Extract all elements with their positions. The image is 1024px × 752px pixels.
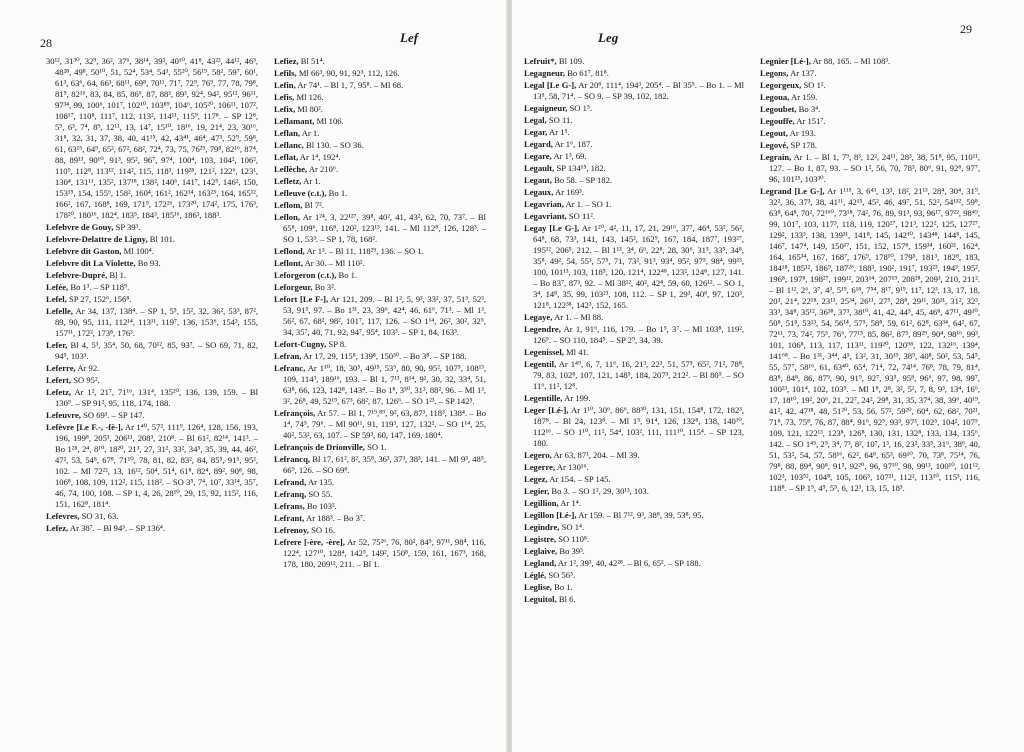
entry-references: SO 11². [566, 211, 596, 221]
entry-references: Ar 34, 137, 138⁴. – SP 1, 5⁵, 15², 32, 36², 53³, 87², 89, 90, 95, 111, 112¹⁴, 113¹¹, 119⁷, 136, 153⁶, 154³, 155, 157¹¹, 172², 173⁸, 176³. [55, 306, 258, 338]
entry-headword: Lefrançois de Drionville, [274, 442, 365, 452]
entry-references: Ar 30. – Ml 110². [302, 258, 365, 268]
right-columns [524, 56, 980, 606]
entry-references: Ar 1. – Ml 88. [552, 312, 604, 322]
entry-headword: Leflond, [274, 246, 305, 256]
entry-references: Ar 1¹⁰, 18, 30⁵, 49¹⁵, 53⁵, 80, 90, 95², 107⁵, 108¹³, 109, 114³, 189¹⁶, 193. – Bl 1, 7¹³, 8¹⁴, 9², 30, 32, 33⁴, 51, 63⁸, 66, 123, 142⁸, 143⁴. – Bo 1⁸, 3³⁰, 31³, 88², 96. – Ml 1³, 3², 26⁸, 49, 52¹⁹, 67³, 68², 87, 126⁶. – SO 1²³. – SP 142⁵. [283, 363, 486, 406]
index-entry [524, 558, 744, 569]
entry-references: Bl 7². [302, 200, 324, 210]
entry-references: Ar 1. – SO 1. [563, 199, 612, 209]
index-entry [274, 116, 486, 127]
entry-references: Bo 39³. [557, 546, 585, 556]
index-entry [760, 186, 980, 494]
index-entry [46, 422, 258, 510]
entry-headword: Legez, [524, 474, 548, 484]
right-page-number: 29 [960, 22, 972, 36]
index-entry [274, 270, 486, 281]
index-entry [524, 115, 744, 126]
entry-headword: Legrain, [760, 152, 792, 162]
index-entry [46, 306, 258, 339]
entry-headword: Lefel, [46, 294, 67, 304]
index-entry [524, 450, 744, 461]
index-entry [274, 128, 486, 139]
index-entry [524, 56, 744, 67]
entry-headword: Legagneur, [524, 68, 565, 78]
index-entry [274, 212, 486, 245]
entry-references: Ar 159. [789, 92, 818, 102]
entry-references: Ar 137. [788, 68, 817, 78]
entry-references: Ar 74¹. – Bl 1, 7, 95⁸. – Ml 68. [295, 80, 404, 90]
index-entry [760, 116, 980, 127]
index-entry [524, 405, 744, 449]
entry-references: Ar 17, 29, 115⁸, 139⁸, 150³⁰. – Bo 3⁸. – SP 188. [301, 351, 467, 361]
entry-headword: Lefée, [46, 282, 69, 292]
entry-references: SO 1⁵. [567, 103, 593, 113]
entry-headword: Legoubet, [760, 104, 797, 114]
entry-headword: Lefix, [274, 104, 296, 114]
entry-headword: Lefrere [-ère, -ère], [274, 537, 345, 547]
index-entry [524, 68, 744, 79]
entry-references: Bo 1. [326, 188, 348, 198]
index-entry [274, 454, 486, 476]
right-page [512, 0, 1024, 752]
entry-headword: Legault, [524, 163, 555, 173]
entry-references: Ar 1. [300, 128, 320, 138]
entry-references: Ar 121, 209. – Bl 1², 5, 9³, 33², 37, 51³, 52³, 53, 91⁵, 97. – Bo 1³¹, 23, 39⁶, 42⁴, 46, 61⁶, 71³. – Ml 1³, 56², 67, 68², 98², 101⁷, 117, 126. – SO 1¹⁴, 26², 30², 32⁵, 34, 35⁷, 40, 71, 92, 94⁷, 95⁴, 103³. – SP 1, 84, 163³. [283, 294, 486, 337]
index-entry [760, 68, 980, 79]
entry-references: Bo 103². [304, 501, 337, 511]
entry-headword: Legero, [524, 450, 552, 460]
index-entry [524, 199, 744, 210]
entry-headword: Legout, [760, 128, 788, 138]
index-entry [274, 477, 486, 488]
index-entry [274, 513, 486, 524]
entry-references: Ar 1²⁴, 3, 22¹²⁷, 39⁸, 40², 41, 43², 62, 70, 73⁷. – Bl 65⁸, 109⁶, 116⁸, 120², 123¹³, 141. – Ml 112⁸, 126, 128³. – SO 1, 53³. – SP 1, 78, 168². [283, 212, 486, 244]
index-entry [524, 163, 744, 174]
entry-references: Ar 63, 87¹, 204. – Ml 39. [551, 450, 640, 460]
entry-headword: Leferre, [46, 363, 76, 373]
entry-headword: Lefrançois, [274, 408, 316, 418]
index-entry [274, 489, 486, 500]
entry-headword: Leguitol, [524, 594, 557, 604]
index-entry [274, 152, 486, 163]
entry-references: Ar 1⁴⁰, 57², 111⁹, 126⁴, 128, 156, 193, 196, 199⁸, 205³, 206¹¹, 208³, 210⁸. – Bl 61², 82¹⁴, 141³. – Bo 1²⁸, 2⁴, 8¹⁰, 18²⁰, 21³, 27, 31², 33², 34⁵, 35, 39, 44, 46², 47², 53, 54⁸, 67⁸, 71¹⁰, 78, 81, 82, 83², 84, 85⁵, 91⁵, 95², 102. – Ml 72²², 13, 16¹², 50⁴, 51⁴, 61⁸, 82⁴, 89², 90⁸, 98, 106⁸, 108, 109, 112², 115, 118². – SO 3⁵, 7⁴, 10⁷, 33¹⁴, 35⁷, 46, 74, 100, 108. – SP 1, 4, 26, 28¹⁰, 29, 15, 92, 115², 116, 151, 162⁸, 181⁴. [55, 422, 258, 509]
index-entry [524, 151, 744, 162]
index-entry [46, 294, 258, 305]
entry-headword: Lefrenoy, [274, 525, 309, 535]
index-entry [46, 523, 258, 534]
entry-headword: Lefleuve (c.t.), [274, 188, 327, 198]
index-entry [46, 282, 258, 293]
index-entry [274, 80, 486, 91]
entry-references: Bl 101. [147, 234, 176, 244]
entry-references: Ml 41. [563, 347, 589, 357]
index-entry [524, 498, 744, 509]
index-entry [274, 351, 486, 362]
index-entry [524, 486, 744, 497]
entry-references: Ar 199. [562, 393, 591, 403]
index-entry [524, 594, 744, 605]
left-column-1 [46, 56, 258, 571]
index-entry [524, 546, 744, 557]
entry-headword: Leflanc, [274, 140, 304, 150]
entry-headword: Lefer, [46, 340, 68, 350]
left-column-2 [274, 56, 486, 571]
index-entry [524, 312, 744, 323]
index-entry [524, 582, 744, 593]
entry-references: Ml 126. [294, 92, 324, 102]
entry-headword: Lefetz, [46, 387, 72, 397]
entry-headword: Lefebvre de Gouy, [46, 222, 114, 232]
right-column-1 [524, 56, 744, 606]
entry-headword: Legnier [Lé-], [760, 56, 811, 66]
entry-references: Bl 130. – SO 36. [303, 140, 364, 150]
entry-headword: Legerre, [524, 462, 556, 472]
index-entry [274, 200, 486, 211]
index-entry [524, 393, 744, 404]
index-entry [524, 211, 744, 222]
entry-references: Bl 17, 61², 8², 35⁸, 36³, 37³, 38³, 141. – Ml 9³, 48⁵, 66⁹, 126. – SO 69⁸. [283, 454, 486, 475]
entry-headword: Legal [Le G-], [524, 80, 577, 90]
entry-headword: Leglaive, [524, 546, 558, 556]
entry-references: Ar 1. [301, 176, 321, 186]
index-entry [524, 462, 744, 473]
entry-references: Ar 193. [787, 128, 816, 138]
entry-references: Ar 38⁷. – Bl 94³. – SP 136⁴. [68, 523, 166, 533]
entry-references: Ar 188³. – Bo 3⁷. [304, 513, 366, 523]
entry-headword: Legentil, [524, 359, 557, 369]
entry-headword: Lefrancq, [274, 454, 311, 464]
entry-references: SP 8. [326, 339, 347, 349]
entry-headword: Lefebvre-Dupré, [46, 270, 108, 280]
entry-references: Ml 100⁴. [121, 246, 154, 256]
entry-headword: Legoua, [760, 92, 790, 102]
entry-headword: Legavriant, [524, 211, 567, 221]
index-entry [524, 522, 744, 533]
index-entry [46, 222, 258, 233]
index-entry [524, 127, 744, 138]
entry-headword: Leflamant, [274, 116, 315, 126]
index-entry [274, 537, 486, 570]
index-entry [274, 164, 486, 175]
index-entry [274, 104, 486, 115]
entry-headword: Legal, [524, 115, 547, 125]
entry-headword: Lefèvre [Le F.-, -fè-], [46, 422, 123, 432]
entry-references: Ar 1⁴, 192⁴. [298, 152, 341, 162]
index-entry [524, 510, 744, 521]
entry-references: Ar 130¹⁶. [555, 462, 589, 472]
entry-references: Ar 154. – SP 145. [547, 474, 611, 484]
entry-references: Ml 66³, 90, 91, 92³, 112, 126. [296, 68, 400, 78]
entry-headword: Leflat, [274, 152, 299, 162]
right-column-2 [760, 56, 980, 606]
entry-headword: Legaut, [524, 175, 552, 185]
index-entry [46, 410, 258, 421]
index-entry [524, 175, 744, 186]
index-entry [524, 324, 744, 346]
entry-references: Ar 1³, 69. [551, 151, 587, 161]
index-entry [524, 103, 744, 114]
index-entry [274, 363, 486, 407]
entry-references: SP 134¹⁵, 182. [554, 163, 606, 173]
entry-references: Ml 80². [295, 104, 323, 114]
index-entry [46, 375, 258, 386]
index-entry [524, 187, 744, 198]
entry-headword: Legrand [Le G-], [760, 186, 825, 196]
entry-headword: Lefeuvre, [46, 410, 81, 420]
entry-references: SO 1⁴. [559, 522, 585, 532]
entry-headword: Lefletz, [274, 176, 302, 186]
index-entry [524, 80, 744, 102]
index-entry [524, 359, 744, 392]
entry-headword: Léglé, [524, 570, 547, 580]
entry-headword: Legentille, [524, 393, 563, 403]
entry-headword: Lefebvre-Delattre de Ligny, [46, 234, 148, 244]
index-entry [46, 56, 258, 221]
index-entry [274, 92, 486, 103]
entry-references: Ar 52, 75²⁶, 76, 80², 84⁵, 97¹¹, 98⁴, 116, 122⁴, 127¹⁰, 128⁴, 142⁵, 149², 150⁸, 159, 161, 167³, 168, 178, 180, 209¹², 211. – Bl 1. [283, 537, 486, 569]
index-entry [274, 442, 486, 453]
entry-references: Ar 1², 21⁷, 71¹⁶, 131⁴, 135²⁰, 136, 139, 159. – Bl 130⁹. – SP 91², 95, 118, 174, 188. [55, 387, 258, 408]
entry-references: Bo 3⁴. [796, 104, 821, 114]
entry-headword: Legistre, [524, 534, 557, 544]
index-entry [760, 152, 980, 185]
entry-headword: Lefis, [274, 92, 295, 102]
index-entry [760, 80, 980, 91]
index-entry [274, 408, 486, 441]
entry-headword: Lefez, [46, 523, 69, 533]
entry-references: Ar 159. – Bl 7¹², 9³, 38⁸, 39, 53⁸, 95. [576, 510, 704, 520]
entry-headword: Legar, [524, 127, 548, 137]
entry-headword: Legorgeux, [760, 80, 802, 90]
left-running-head: Lef [400, 30, 419, 45]
entry-headword: Lefiez, [274, 56, 299, 66]
entry-references: SP 27, 152⁶, 156⁸. [66, 294, 132, 304]
entry-references: SO 31, 63. [79, 511, 119, 521]
entry-headword: Leflon, [274, 212, 301, 222]
index-entry [46, 511, 258, 522]
entry-references: SO 95². [71, 375, 100, 385]
index-entry [274, 501, 486, 512]
entry-references: Ar 210⁶. [307, 164, 339, 174]
entry-references: SO 55. [306, 489, 333, 499]
right-running-head: Leg [598, 30, 619, 45]
entry-references: Bo 3². [312, 282, 336, 292]
entry-headword: Legaux, [524, 187, 554, 197]
entry-headword: Lefevres, [46, 511, 80, 521]
entry-headword: Lefranc, [274, 363, 306, 373]
entry-references: Ar 1²⁰, 4², 11, 17, 21, 29¹⁶, 37⁷, 46⁴, 53², 56², 64⁸, 68, 73³, 141, 143, 145², 162⁹, 167, 184, 187⁷, 193²⁷, 195¹², 206⁵, 212. – Bl 1¹³, 3⁴, 6⁶, 22⁸, 28, 30⁶, 31⁵, 33⁵, 34⁸, 35⁸, 49², 54, 55³, 57⁵, 71, 73², 91³, 93⁴, 95², 97⁵, 98⁴, 99¹³, 100, 101¹³, 103, 118⁵, 120, 121⁴, 122⁴⁸, 123², 124⁸, 127, 141. – Bo 83⁷, 87³, 92. – Ml 38¹², 40², 42⁴, 59, 60, 126¹². – SO 1, 3⁴, 14⁸, 35, 99, 103²³, 108, 112. – SP 1, 29³, 40⁸, 97, 120³, 121⁸, 122³⁸, 142³, 152, 165. [533, 223, 744, 310]
entry-headword: Lefelle, [46, 306, 73, 316]
entry-references: SO 11. [546, 115, 573, 125]
index-entry [760, 104, 980, 115]
index-entry [524, 474, 744, 485]
entry-headword: Lefrand, [274, 477, 307, 487]
entry-headword: Legier, [524, 486, 550, 496]
entry-headword: Lefrant, [274, 513, 305, 523]
entry-references: Bo 1³. – SP 118⁹. [68, 282, 130, 292]
entry-headword: Legendre, [524, 324, 561, 334]
entry-headword: Legard, [524, 139, 553, 149]
entry-references: SO 56⁵. [546, 570, 576, 580]
entry-headword: Legaye, [524, 312, 553, 322]
entry-headword: Leflont, [274, 258, 303, 268]
entry-headword: Leforgeur, [274, 282, 313, 292]
entry-references: SO 69³. – SP 147. [80, 410, 145, 420]
index-entry [274, 339, 486, 350]
entry-headword: Leflan, [274, 128, 301, 138]
entry-headword: Leflom, [274, 200, 303, 210]
index-entry [46, 363, 258, 374]
index-entry [524, 223, 744, 311]
entry-references: Ar 1¹⁰, 30⁶, 86⁶, 88³⁰, 131, 151, 154⁸, 172, 182³, 187⁸. – Bl 24, 123⁸. – Ml 1⁵, 91⁴, 126, 132⁸, 138, 140¹⁰, 112¹⁶. – SO 1¹⁰, 11², 54⁴, 103², 111, 111¹⁰, 115⁴. – SP 123, 180. [533, 405, 744, 448]
entry-headword: Lefranq, [274, 489, 307, 499]
entry-references: Bo 93. [135, 258, 161, 268]
entry-references: Ar 92. [75, 363, 100, 373]
entry-references: Ml 106. [314, 116, 344, 126]
index-entry [46, 246, 258, 257]
entry-headword: Legay [Le G-], [524, 223, 580, 233]
entry-references: Ar 1², 39³, 40, 42²⁸. – Bl 6, 65². – SP 188. [556, 558, 701, 568]
entry-references: SP 178. [788, 140, 817, 150]
index-entry [274, 246, 486, 257]
entry-headword: Lefort [Le F-], [274, 294, 329, 304]
entry-headword: Legindre, [524, 522, 560, 532]
entry-references: Ar 1¹¹⁵, 3, 6⁴³, 13³, 18², 21¹³, 28⁴, 30⁴, 31⁹, 32², 36, 37³, 38, 41¹¹, 42¹⁵, 45², 46, 49⁷, 51, 52², 54¹³², 59⁸, 63⁸, 64⁸, 70², 72¹⁶⁰, 73¹⁸, 74², 76, 89, 91³, 93, 96¹⁷, 97²², 98⁴⁹, 99, 101⁷, 103, 117³, 118, 119, 120²⁷, 121³, 122², 125, 127²⁷, 129², 133³, 138, 139³¹, 141⁸, 145, 142¹⁰, 143⁴⁸, 144⁸, 145, 146⁷, 147⁴, 149, 150¹⁷, 151, 152, 157⁸, 159³⁴, 160²¹, 162⁴, 164, 165³⁴, 167, 168⁷, 176⁹, 178¹⁰, 179⁵, 181³, 182⁸, 183, 184¹⁸, 185¹², 186⁹, 187²⁶, 188³, 190², 191⁷, 193²³, 194³, 195², 196⁸, 197⁸, 198²⁷, 199¹², 203¹⁴, 207¹⁹, 208²⁸, 209³, 210, 211². – Bl 1¹², 2⁶, 3⁷, 4³, 5¹⁹, 6¹⁸, 7⁵⁴, 8¹⁷, 9¹⁹, 11⁷, 12³, 13, 17, 18, 20³, 21⁴, 22¹⁸, 23¹³, 25³⁴, 26¹¹, 27⁵, 28⁸, 29¹¹, 30³¹, 31², 32³, 33³, 34⁸, 35¹², 36³⁸, 37³, 38¹⁰, 41, 42, 44⁵, 45, 46⁸, 47¹¹, 49¹⁰, 50⁸, 51⁸, 53¹³, 54, 56¹⁴, 57⁵, 58⁸, 59, 61², 62⁸, 63³⁴, 64², 67, 72¹¹, 73, 74², 75⁵, 76⁶, 77¹⁵, 85, 86², 87⁵, 89²⁹, 90⁴, 98¹⁶, 99³, 101, 106⁸, 113, 117, 113¹¹, 119²⁰, 120⁹⁸, 122, 132¹⁶, 139⁴, 141⁶⁸. – Bo 1³¹, 3⁴⁴, 4⁵, 13², 31, 30¹⁹, 38⁹, 40⁸, 50², 53, 54⁵, 55, 57⁷, 58¹⁶, 61, 63⁴⁰, 65⁴, 71⁴, 72, 74¹⁴, 76⁸, 78, 79, 81⁴, 83⁸, 84⁸, 86, 87⁹, 90, 91⁹, 92⁷, 93⁵, 95⁸, 96⁶, 97, 98, 99⁷, 100²³, 101⁴, 102, 103⁹. – Ml 1⁸, 2⁸, 3², 5², 7, 8, 9³, 13⁴, 16⁶, 17, 18¹⁰, 19², 20⁶, 21, 22⁷, 24², 29⁸, 31, 35, 37⁴, 38, 39⁶, 40¹⁹, 41², 42, 47¹⁸, 48, 51²⁰, 53, 56, 57², 59²⁰, 60⁴, 62, 68², 70²¹, 71⁸, 73, 75⁸, 76, 87, 88⁴, 91⁶, 92⁵, 93³, 97³, 102⁵, 104², 107⁵, 109, 121, 122¹³, 123⁸, 126⁸, 130, 131, 132⁸, 133, 134, 135⁶, 142. – SO 1⁴⁵, 2⁹, 3⁴, 7³, 8², 10⁷, 1³, 16, 23², 33⁵, 31⁶, 38⁶, 40, 51, 53², 54, 57, 58¹⁶, 62², 64⁸, 65³, 69¹⁰, 70, 73⁸, 75¹⁴, 76, 79⁸, 88, 89⁴, 90⁸, 91⁵, 92²⁰, 96, 97¹⁰, 98, 99¹³, 100¹⁰, 101¹², 102³, 103⁵², 104⁸, 105, 106⁵, 107²¹, 112², 113¹⁰, 115³, 116, 118⁸. – SP 1⁵, 4⁵, 5⁵, 6, 12³, 13, 15, 18³. [769, 186, 980, 493]
index-entry [274, 258, 486, 269]
entry-headword: Leger [Lé-], [524, 405, 569, 415]
entry-references: SO 110⁸. [556, 534, 590, 544]
entry-references: Bo 61⁷, 81⁸. [564, 68, 609, 78]
left-page [0, 0, 508, 752]
entry-references: Bl 4, 5³, 35⁴, 50, 68, 70¹², 85, 93⁷. – SO 69, 71, 82, 94⁵, 103³. [55, 340, 258, 361]
index-entry [760, 128, 980, 139]
index-entry [46, 340, 258, 362]
index-entry [274, 140, 486, 151]
entry-references: Bl 6. [556, 594, 576, 604]
entry-references: Ar 57. – Bl 1, 7¹⁹,⁸⁹, 9², 63, 87³, 118³, 138⁴. – Bo 1⁴, 74⁵, 79⁶. – Ml 90¹¹, 91, 119³, 127, 132². – SO 1¹⁴, 25, 40², 53², 63, 107. – SP 59³, 60, 147, 169, 180⁴. [283, 408, 486, 440]
index-entry [274, 282, 486, 293]
entry-headword: Leforgeron (c.t.), [274, 270, 337, 280]
entry-headword: Lefin, [274, 80, 296, 90]
entry-references: Bl 51⁴. [298, 56, 325, 66]
entry-headword: Legons, [760, 68, 789, 78]
index-entry [760, 92, 980, 103]
entry-headword: Legouffe, [760, 116, 795, 126]
entry-headword: Lefran, [274, 351, 302, 361]
entry-references: Ar 1⁵. [547, 127, 570, 137]
index-entry [46, 270, 258, 281]
entry-headword: Leflèche, [274, 164, 308, 174]
index-entry [524, 347, 744, 358]
entry-references: 30¹², 31³⁰, 32⁹, 36², 37⁶, 38¹⁴, 39³, 40¹⁰, 41⁸, 43²², 44¹², 46³, 48²⁸, 49⁸, 50¹⁰, 51, 52⁴, 53⁴, 54³, 55²⁰, 56¹⁹, 58², 59⁷, 60¹, 61³, 63⁶, 64, 66³, 68¹¹, 69⁸, 70¹¹, 71⁷, 72⁹, 76⁹, 77, 78, 79⁸, 81⁵, 82¹⁶, 83, 84, 85, 86⁶, 87, 88³, 89³, 92⁴, 94², 95¹², 96¹¹, 97³⁴, 99, 100⁶, 101⁷, 102¹⁰, 103⁸⁹, 104⁶, 105²⁰, 106¹¹, 107², 108¹⁷, 110⁸, 111⁷, 112, 113², 114¹¹, 115⁹, 117⁸. – SP 12⁸, 5⁹, 6³, 7⁴, 8⁹, 12¹¹, 13, 14⁷, 15¹⁰, 18¹⁶, 19, 21⁴, 23, 30¹⁶, 31⁸, 32, 31, 37, 38, 40, 41¹⁵, 42, 43⁴¹, 46⁴, 47³, 52⁹, 59⁸, 61, 63¹⁵, 64⁹, 65², 67², 68², 72⁴, 73, 75, 76²⁹, 79⁸, 82¹⁶, 87⁴, 88, 89¹³, 90¹⁰, 91³, 95², 96⁷, 97⁴, 100⁴, 103, 104², 106², 110⁹, 112⁸, 113¹², 114², 115, 118³, 119²⁸, 121², 122⁶, 123¹, 130⁴, 131¹¹, 135², 137¹⁸, 138², 140⁶, 141⁷, 142⁵, 146², 150, 153¹⁵, 154, 155⁶, 158², 160⁴, 161², 162¹⁴, 163²⁵, 164, 165¹², 166², 167, 168⁸, 169, 171⁹, 172²⁶, 173²⁰, 174², 175, 176³, 178²⁰, 180¹⁶, 182⁴, 183⁵, 184³, 185¹⁶, 186³, 188³. [46, 56, 258, 220]
entry-headword: Legland, [524, 558, 557, 568]
entry-references: Ar 1, 91⁶, 116, 179. – Bo 1⁵, 3⁷. – Ml 103⁸, 119², 126⁵. – SO 110, 184⁵. – SP 2⁹, 34, 39. [533, 324, 744, 345]
entry-references: Ar 1⁶, 187. [552, 139, 593, 149]
entry-references: Ar 135. [306, 477, 335, 487]
index-entry [46, 387, 258, 409]
entry-headword: Lefrans, [274, 501, 305, 511]
entry-references: Ar 88, 165. – Ml 108³. [810, 56, 891, 66]
entry-references: Ar 1³. – Bl 11, 118²⁹, 136. – SO 1. [304, 246, 424, 256]
entry-headword: Legové, [760, 140, 789, 150]
entry-headword: Legillion, [524, 498, 559, 508]
entry-references: Ar 169³. [553, 187, 584, 197]
entry-references: Ar 20⁸, 111⁴, 194³, 205⁴. – Bl 35⁵. – Bo 1. – Ml 13⁵, 58, 71⁴. – SO 9. – SP 39, 102, 182. [533, 80, 744, 101]
entry-headword: Legare, [524, 151, 552, 161]
entry-headword: Lefert, [46, 375, 72, 385]
entry-references: Bo 58. – SP 182. [551, 175, 613, 185]
entry-headword: Legillon [Lé-], [524, 510, 577, 520]
left-page-number: 28 [40, 36, 52, 50]
index-entry [524, 139, 744, 150]
index-entry [524, 570, 744, 581]
entry-headword: Legenissel, [524, 347, 564, 357]
index-entry [274, 68, 486, 79]
index-entry [524, 534, 744, 545]
entry-headword: Leglise, [524, 582, 552, 592]
index-entry [46, 234, 258, 245]
entry-headword: Lefils, [274, 68, 297, 78]
entry-references: Ar 1. – Bl 1, 7⁹, 8³, 12², 24¹¹, 28³, 38, 51⁸, 95, 110¹¹, 127. – Bo 1, 87, 93. – SO 1², 56, 70, 78³, 80⁶, 91, 92⁸, 97⁷, 96, 101²⁵, 103³⁰. [769, 152, 980, 184]
entry-references: Bl 1. [107, 270, 127, 280]
entry-references: Ar 1⁴⁹, 6, 7, 11⁶, 16, 21³, 22³, 51, 57⁵, 65², 71², 78⁸, 79, 83, 102⁸, 107, 121, 148⁵, 184, 207³, 212². – Bl 80⁵. – SO 11⁶, 11², 12⁸. [533, 359, 744, 391]
entry-references: SO 16. [308, 525, 335, 535]
index-entry [760, 140, 980, 151]
entry-references: Ar 151⁷. [794, 116, 826, 126]
entry-headword: Lefort-Cugny, [274, 339, 327, 349]
index-entry [274, 56, 486, 67]
index-entry [274, 294, 486, 338]
index-entry [274, 525, 486, 536]
left-columns [46, 56, 486, 571]
entry-references: Bl 109. [556, 56, 585, 66]
entry-headword: Lefebvre dit Gaston, [46, 246, 122, 256]
entry-references: SP 39³. [113, 222, 141, 232]
entry-references: Bo 3. – SO 1², 29, 30¹³, 103. [549, 486, 649, 496]
entry-headword: Lefruit*, [524, 56, 557, 66]
entry-headword: Lefebvre dit La Violette, [46, 258, 136, 268]
entry-references: SO 1². [801, 80, 826, 90]
entry-headword: Legaigneur, [524, 103, 568, 113]
entry-headword: Legavrian, [524, 199, 564, 209]
entry-references: SO 1. [364, 442, 387, 452]
index-entry [760, 56, 980, 67]
entry-references: Bo 1. [551, 582, 573, 592]
index-entry [46, 258, 258, 269]
index-entry [274, 188, 486, 199]
entry-references: Bo 1. [336, 270, 358, 280]
index-entry [274, 176, 486, 187]
entry-references: Ar 1⁴. [558, 498, 581, 508]
